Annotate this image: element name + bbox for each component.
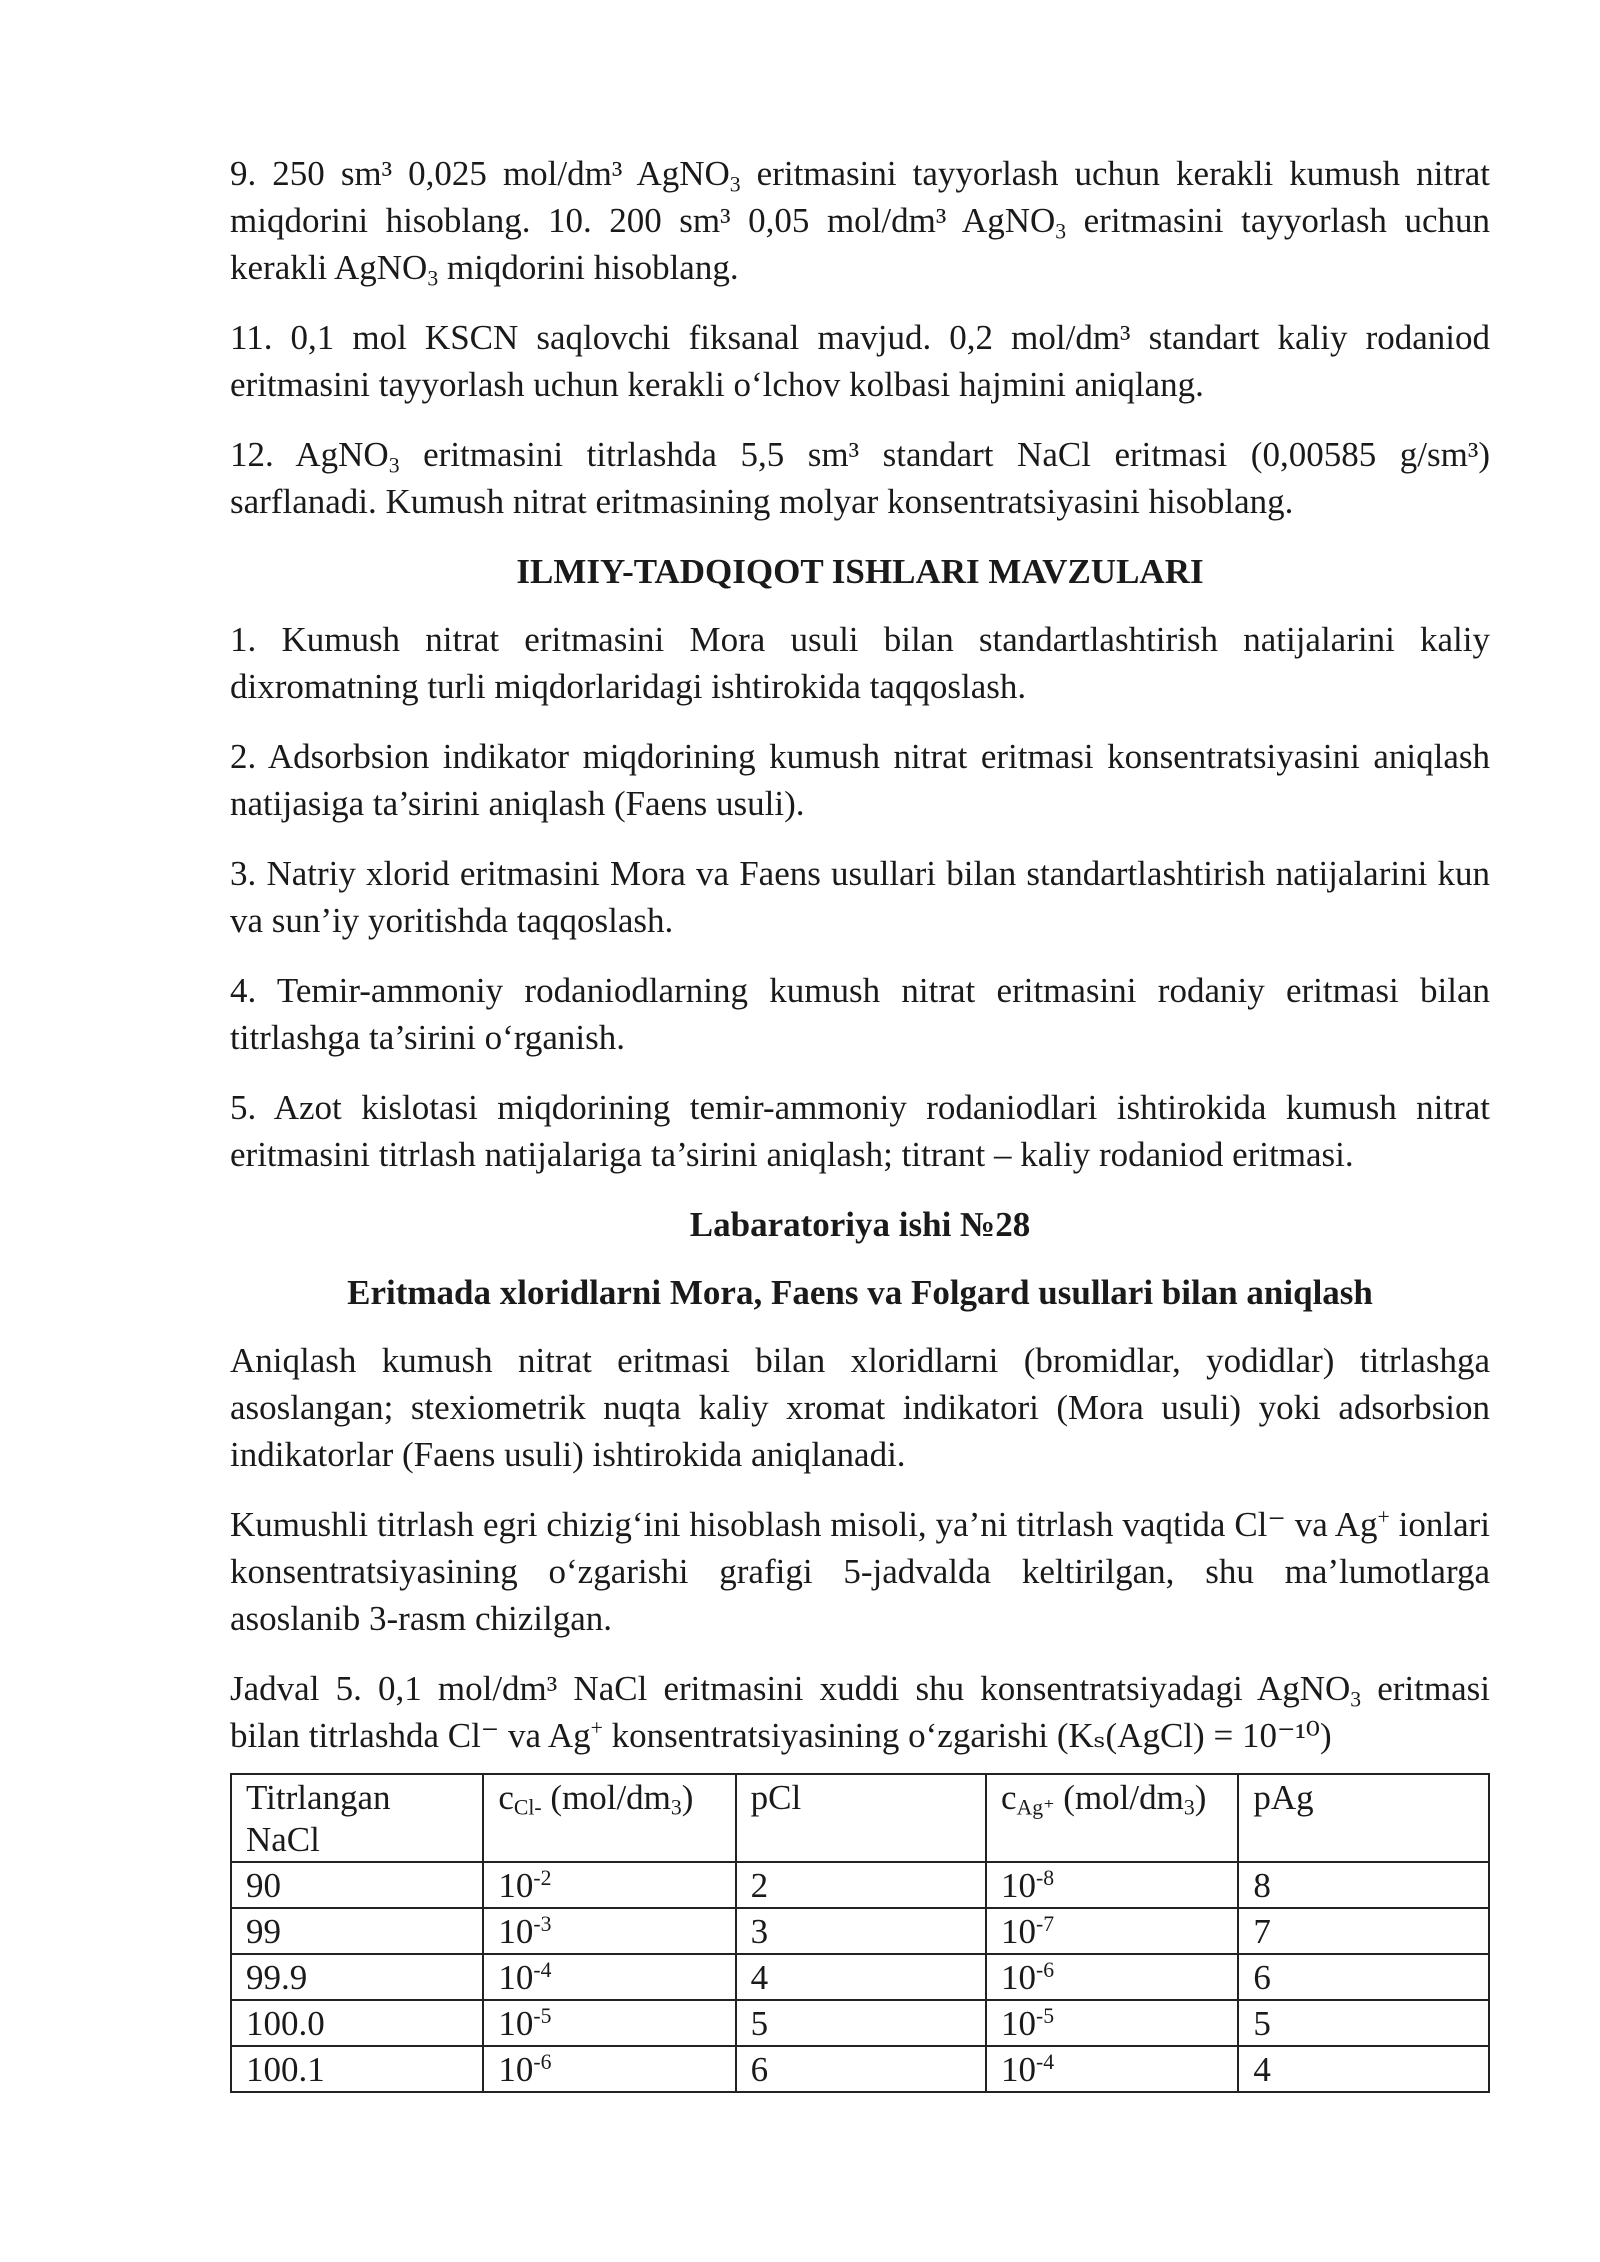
research-item-3: 3. Natriy xlorid eritmasini Mora va Faens usullari bilan standartlashtirish natijalarini kun va sun’iy yoritishda taqqoslash.	[230, 854, 1490, 940]
text-run: 12. AgNO	[230, 435, 389, 474]
research-item-1: 1. Kumush nitrat eritmasini Mora usuli bilan standartlashtirish natijalarini kaliy dixromatning turli miqdorlaridagi ishtirokida taqqoslash.	[230, 620, 1490, 706]
cell-pcl: 2	[736, 1862, 986, 1908]
cell-pcl: 3	[736, 1908, 986, 1954]
superscript: -4	[1036, 2050, 1055, 2075]
cell-c-ag	[986, 2046, 1238, 2092]
superscript: -5	[1036, 2004, 1055, 2029]
header-c-cl	[483, 1774, 735, 1862]
subscript: 3	[388, 453, 400, 478]
text-run: eritmasini tayyorlash uchun kerakli AgNO	[230, 201, 1491, 287]
table-header-row	[231, 1774, 1489, 1862]
cell-pcl: 5	[736, 2000, 986, 2046]
text-run: 10	[498, 2004, 534, 2043]
research-item-4: 4. Temir-ammoniy rodaniodlarning kumush nitrat eritmasini rodaniy eritmasi bilan titrlashga ta’sirini o‘rganish.	[230, 971, 1490, 1057]
text-run: 10	[498, 1958, 534, 1997]
subscript: Ag⁺	[1016, 1795, 1055, 1820]
lab-number-heading: Labaratoriya ishi №28	[689, 1205, 1031, 1244]
text-run: ionlari konsentratsiyasining o‘zgarishi grafigi 5-jadvalda keltirilgan, shu ma’lumotlarga asoslanib 3-rasm chizilgan.	[230, 1505, 1490, 1638]
table-caption	[230, 1665, 1490, 1759]
text-run: 10	[498, 1912, 534, 1951]
cell-c-ag	[986, 1862, 1238, 1908]
header-pcl: pCl	[736, 1774, 986, 1862]
subscript: Cl-	[513, 1795, 542, 1820]
text-run: 9. 250 sm³ 0,025 mol/dm³ AgNO	[230, 154, 730, 193]
superscript: -6	[1036, 1958, 1055, 1983]
lab-title: Eritmada xloridlarni Mora, Faens va Folgard usullari bilan aniqlash	[347, 1273, 1373, 1312]
titration-table	[230, 1773, 1490, 2093]
subscript: 3	[670, 1795, 682, 1820]
superscript: -4	[533, 1958, 552, 1983]
subscript: 3	[1055, 219, 1067, 244]
superscript: -6	[533, 2050, 552, 2075]
cell-pcl: 6	[736, 2046, 986, 2092]
text-run: eritmasini titrlashda 5,5 sm³ standart NaCl eritmasi (0,00585 g/sm³) sarflanadi. Kumush nitrat eritmasining molyar konsentratsiyasini hisoblang.	[230, 435, 1490, 521]
subscript: 3	[1350, 1687, 1362, 1712]
cell-pag: 4	[1238, 2046, 1489, 2092]
text-run: )	[681, 1778, 694, 1817]
cell-c-ag	[986, 2000, 1238, 2046]
superscript: -2	[533, 1866, 552, 1891]
cell-c-cl	[483, 2000, 735, 2046]
table-row	[231, 1862, 1489, 1908]
text-run: 10	[1001, 2004, 1037, 2043]
cell-c-ag	[986, 1954, 1238, 2000]
text-run: c	[498, 1778, 514, 1817]
cell-titrated: 100.0	[231, 2000, 483, 2046]
research-heading: ILMIY-TADQIQOT ISHLARI MAVZULARI	[516, 552, 1204, 591]
subscript: 3	[1183, 1795, 1195, 1820]
text-run: )	[1194, 1778, 1207, 1817]
header-titrated-nacl: Titrlangan NaCl	[231, 1774, 483, 1862]
table-row	[231, 2000, 1489, 2046]
text-run: miqdorini hisoblang.	[438, 248, 739, 287]
header-c-ag	[986, 1774, 1238, 1862]
text-run: eritmasini tayyorlash uchun kerakli kumush nitrat miqdorini hisoblang. 10. 200 sm³ 0,05 mol/dm³ AgNO	[230, 154, 1490, 240]
text-run: Kumushli titrlash egri chizig‘ini hisoblash misoli, ya’ni titrlash vaqtida Cl⁻ va Ag	[230, 1505, 1378, 1544]
cell-c-cl	[483, 2046, 735, 2092]
text-run: 10	[1001, 2050, 1037, 2089]
problem-9-10	[230, 150, 1490, 291]
cell-titrated: 90	[231, 1862, 483, 1908]
cell-c-ag	[986, 1908, 1238, 1954]
document-page	[230, 150, 1490, 2093]
cell-titrated: 99	[231, 1908, 483, 1954]
cell-pag: 7	[1238, 1908, 1489, 1954]
lab-paragraph-2	[230, 1501, 1490, 1642]
cell-pag: 6	[1238, 1954, 1489, 2000]
lab-paragraph-1: Aniqlash kumush nitrat eritmasi bilan xloridlarni (bromidlar, yodidlar) titrlashga asoslangan; stexiometrik nuqta kaliy xromat indikatori (Mora usuli) yoki adsorbsion indikatorlar (Faens usuli) ishtirokida aniqlanadi.	[230, 1341, 1490, 1474]
cell-c-cl	[483, 1862, 735, 1908]
text-run: 10	[1001, 1958, 1037, 1997]
research-item-2: 2. Adsorbsion indikator miqdorining kumush nitrat eritmasi konsentratsiyasini aniqlash natijasiga ta’sirini aniqlash (Faens usuli).	[230, 737, 1490, 823]
text-run: 10	[498, 1866, 534, 1905]
superscript: +	[1377, 1505, 1390, 1530]
superscript: +	[590, 1716, 603, 1741]
superscript: -5	[533, 2004, 552, 2029]
text-run: (mol/dm	[541, 1778, 671, 1817]
text-run: Jadval 5. 0,1 mol/dm³ NaCl eritmasini xuddi shu konsentratsiyadagi AgNO	[230, 1669, 1351, 1708]
problem-12	[230, 431, 1490, 525]
cell-pag: 5	[1238, 2000, 1489, 2046]
table-row	[231, 1954, 1489, 2000]
table-row	[231, 2046, 1489, 2092]
table-row	[231, 1908, 1489, 1954]
research-item-5: 5. Azot kislotasi miqdorining temir-ammoniy rodaniodlari ishtirokida kumush nitrat eritmasini titrlash natijalariga ta’sirini aniqlash; titrant – kaliy rodaniod eritmasi.	[230, 1088, 1490, 1174]
cell-c-cl	[483, 1908, 735, 1954]
superscript: -3	[533, 1912, 552, 1937]
superscript: -7	[1036, 1912, 1055, 1937]
cell-titrated: 100.1	[231, 2046, 483, 2092]
subscript: 3	[427, 266, 439, 291]
text-run: konsentratsiyasining o‘zgarishi (Kₛ(AgCl) = 10⁻¹⁰)	[602, 1716, 1332, 1755]
text-run: 10	[1001, 1866, 1037, 1905]
subscript: 3	[729, 172, 741, 197]
problem-11: 11. 0,1 mol KSCN saqlovchi fiksanal mavjud. 0,2 mol/dm³ standart kaliy rodaniod eritmasini tayyorlash uchun kerakli o‘lchov kolbasi hajmini aniqlang.	[230, 318, 1490, 404]
text-run: eritmasi bilan titrlashda Cl⁻ va Ag	[230, 1669, 1490, 1755]
text-run: 10	[1001, 1912, 1037, 1951]
cell-titrated: 99.9	[231, 1954, 483, 2000]
text-run: 10	[498, 2050, 534, 2089]
cell-c-cl	[483, 1954, 735, 2000]
text-run: c	[1001, 1778, 1017, 1817]
cell-pcl: 4	[736, 1954, 986, 2000]
text-run: (mol/dm	[1054, 1778, 1184, 1817]
superscript: -8	[1036, 1866, 1055, 1891]
cell-pag: 8	[1238, 1862, 1489, 1908]
header-pag: pAg	[1238, 1774, 1489, 1862]
